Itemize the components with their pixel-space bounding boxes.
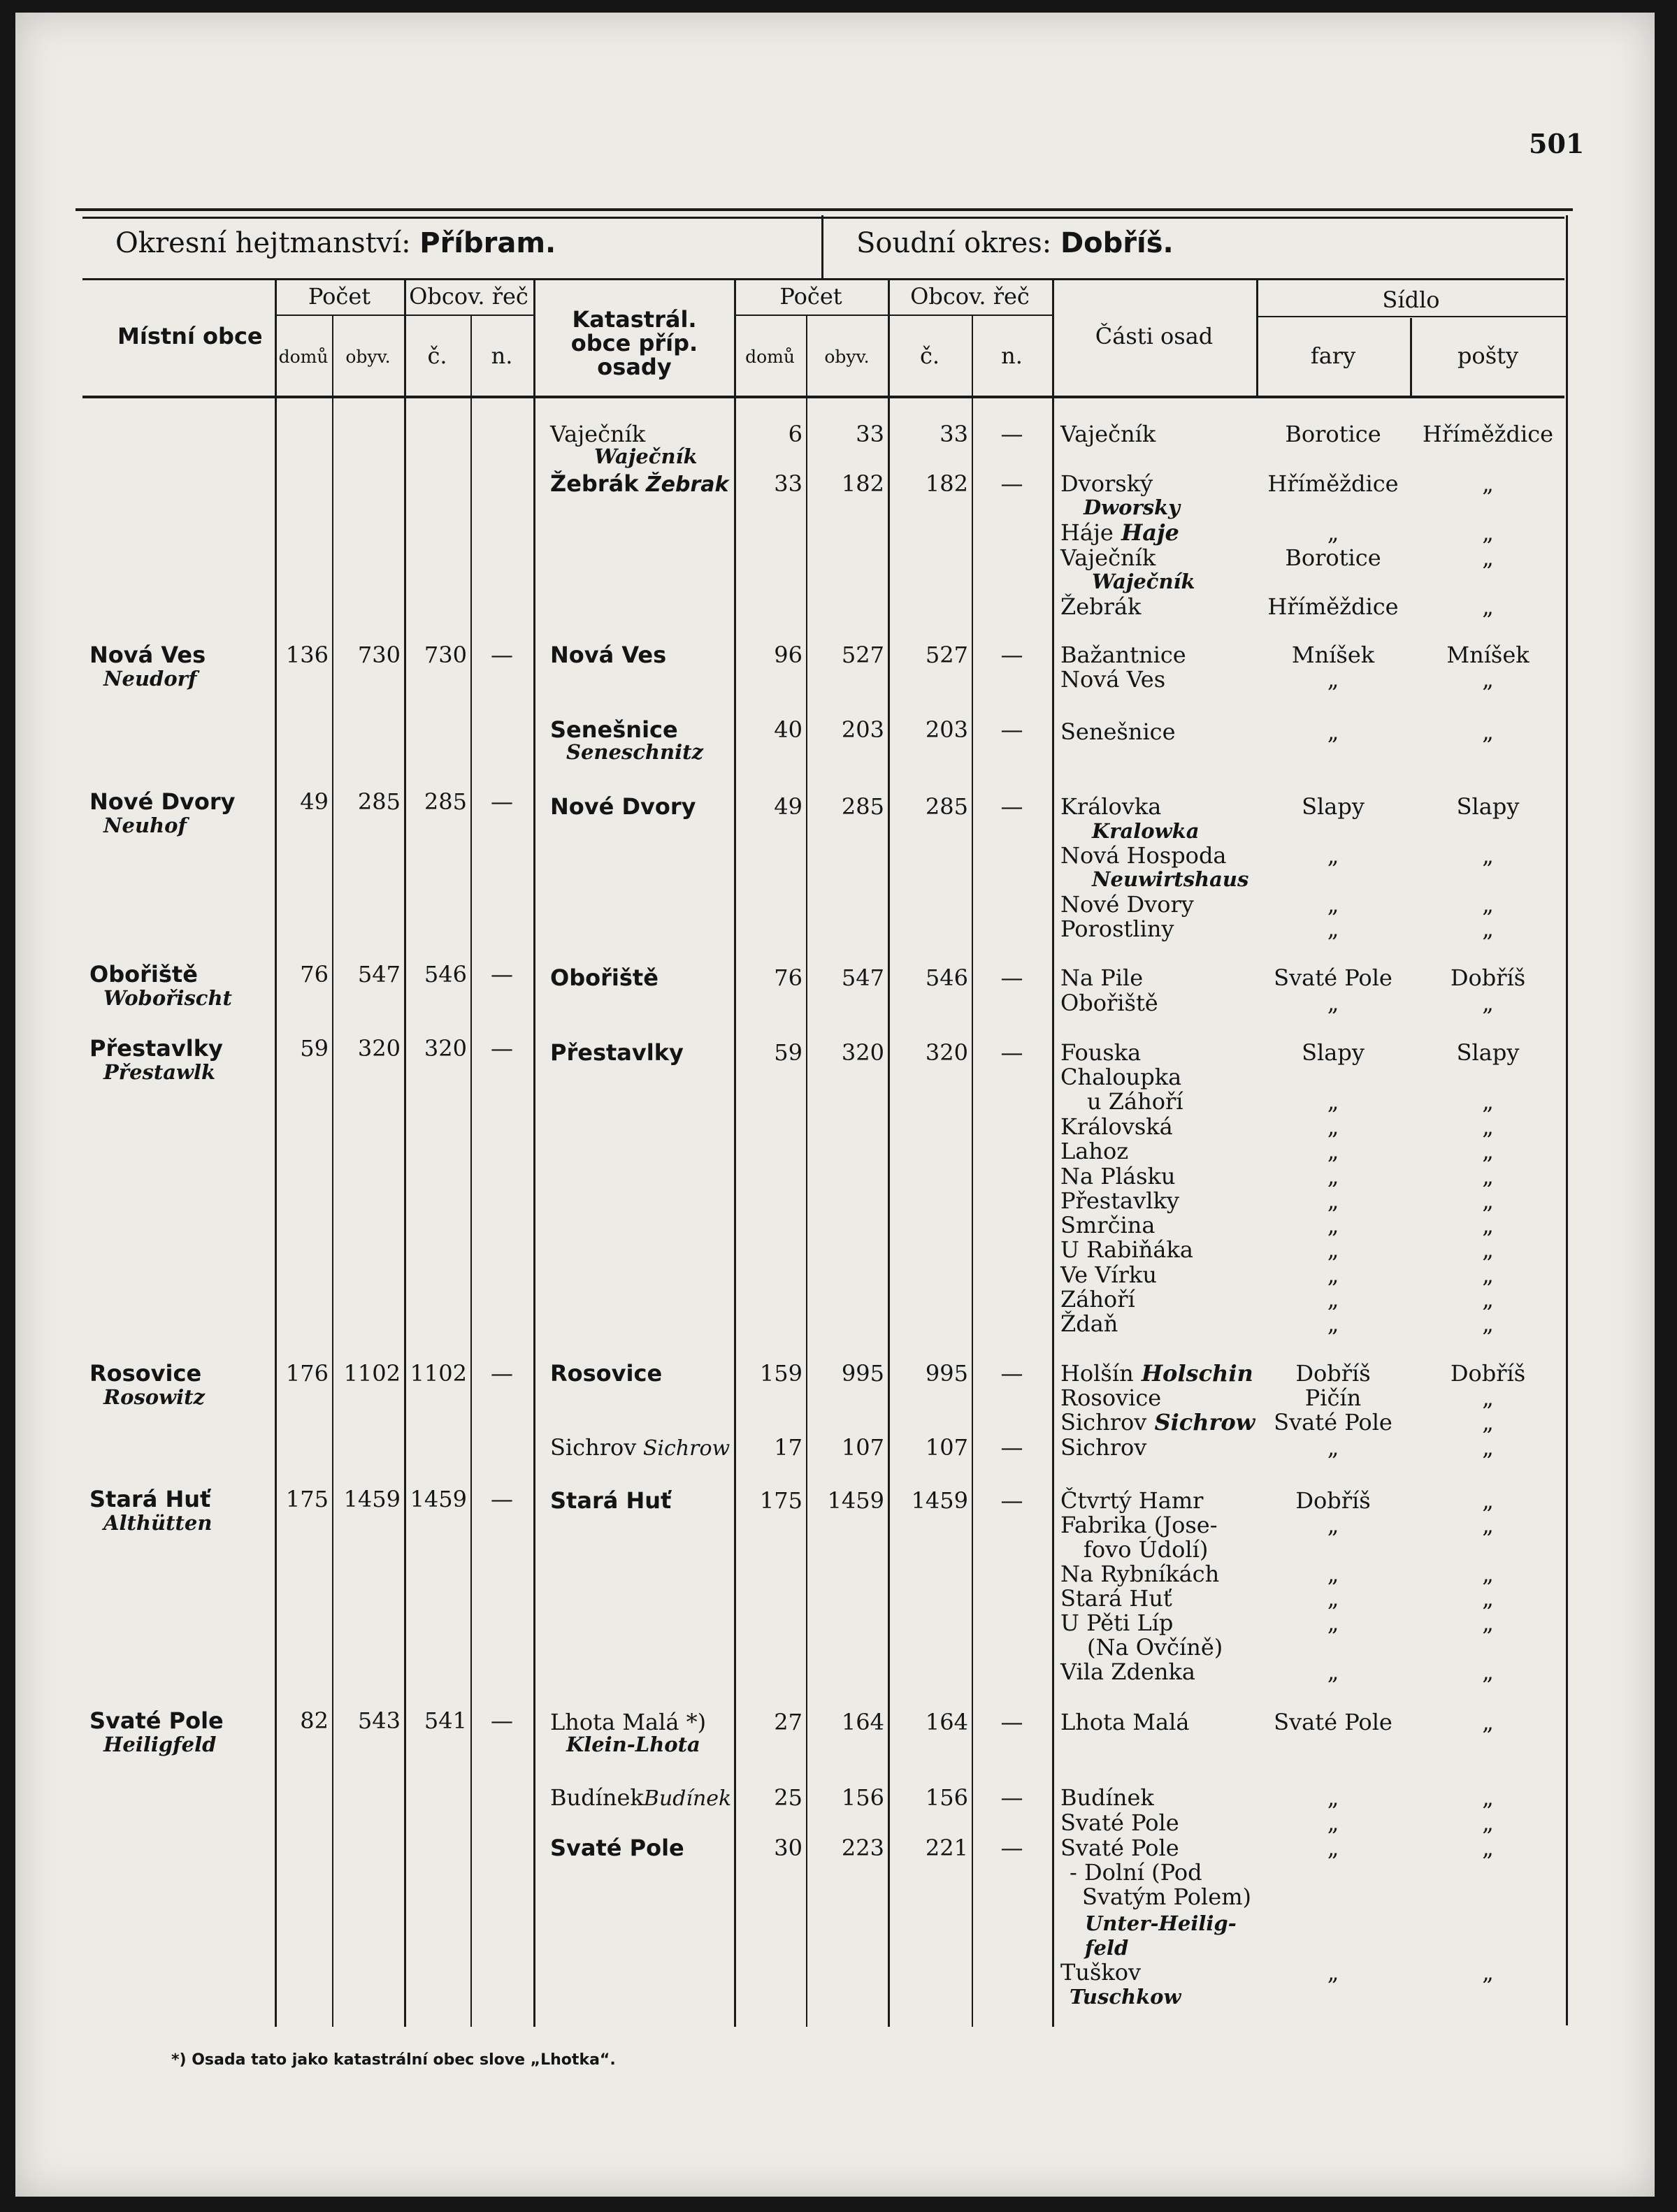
part-name: Královská <box>1060 1113 1173 1140</box>
cadastral-domu: 175 <box>759 1487 802 1514</box>
cadastral-name-de: Waječník <box>594 444 698 468</box>
municipality-name-de: Althütten <box>103 1511 213 1535</box>
part-name: Tuškov <box>1060 1959 1142 1986</box>
part-name: Holšín Holschin <box>1060 1360 1253 1387</box>
court-value: Dobříš. <box>1060 227 1174 259</box>
cadastral-domu: 40 <box>774 716 802 743</box>
part-name: Bažantnice <box>1060 642 1186 668</box>
cadastral-n: — <box>1000 1835 1023 1861</box>
cadastral-n: — <box>1000 1487 1023 1514</box>
cadastral-obyv: 527 <box>841 642 884 668</box>
subhdr-line <box>734 315 1052 316</box>
col-line <box>404 280 406 2027</box>
part-name-de: Sichrow <box>1146 1409 1255 1436</box>
part-name-de: feld <box>1085 1936 1129 1960</box>
cadastral-name: Senešnice <box>550 716 678 743</box>
part-name: fovo Údolí) <box>1084 1536 1209 1563</box>
parish-seat: „ <box>1327 1658 1339 1685</box>
municipality-obyv: 547 <box>357 961 401 988</box>
part-name: Vila Zdenka <box>1060 1658 1195 1685</box>
cadastral-n: — <box>1000 716 1023 743</box>
municipality-c: 546 <box>424 961 467 988</box>
cadastral-name: Nové Dvory <box>550 793 696 820</box>
cadastral-name: BudínekBudínek <box>550 1784 732 1811</box>
col-line <box>470 315 472 2027</box>
cadastral-obyv: 223 <box>841 1835 884 1861</box>
municipality-name: Svaté Pole <box>89 1707 224 1734</box>
parish-seat: „ <box>1327 1784 1339 1811</box>
parish-seat: Svaté Pole <box>1274 1709 1392 1735</box>
col-domu-2: domů <box>745 347 795 367</box>
municipality-c: 1459 <box>410 1486 467 1512</box>
court-label: Soudní okres: <box>856 227 1052 259</box>
part-name: Dvorský <box>1060 470 1153 497</box>
post-office: Dobříš <box>1450 1360 1526 1387</box>
municipality-obyv: 285 <box>357 788 401 815</box>
cadastral-name: Lhota Malá *) <box>550 1709 707 1735</box>
post-office: „ <box>1482 1262 1494 1288</box>
cadastral-name: Vaječník <box>550 421 646 447</box>
municipality-domu: 175 <box>285 1486 329 1512</box>
municipality-name-de: Neuhof <box>103 814 187 837</box>
cadastral-c: 285 <box>925 793 968 820</box>
cadastral-obyv: 107 <box>841 1434 884 1461</box>
cadastral-obyv: 995 <box>841 1360 884 1387</box>
part-name: Porostliny <box>1060 916 1174 942</box>
cadastral-c: 107 <box>925 1434 968 1461</box>
col-line <box>1052 280 1054 2027</box>
parish-seat: Svaté Pole <box>1274 964 1392 991</box>
parish-seat: „ <box>1327 1512 1339 1538</box>
post-office: „ <box>1482 1610 1494 1636</box>
post-office: „ <box>1482 1113 1494 1140</box>
municipality-domu: 59 <box>300 1035 329 1062</box>
part-name: Smrčina <box>1060 1212 1156 1238</box>
header-divider <box>82 278 1564 280</box>
post-office: Slapy <box>1456 1039 1520 1066</box>
municipality-n: — <box>491 1360 513 1387</box>
municipality-name: Nová Ves <box>89 642 206 668</box>
cadastral-n: — <box>1000 421 1023 447</box>
col-posty: pošty <box>1457 342 1519 369</box>
col-mistni-obce: Místní obce <box>117 323 263 349</box>
cadastral-domu: 59 <box>774 1039 802 1066</box>
part-name: - Dolní (Pod <box>1070 1859 1202 1886</box>
part-name: Žebrák <box>1060 593 1142 620</box>
part-name: Fouska <box>1060 1039 1142 1066</box>
cadastral-name: Obořiště <box>550 964 658 991</box>
col-n-2: n. <box>1001 342 1023 369</box>
cadastral-c: 320 <box>925 1039 968 1066</box>
post-office: „ <box>1482 1236 1494 1263</box>
parish-seat: „ <box>1327 1286 1339 1313</box>
municipality-n: — <box>491 1035 513 1062</box>
cadastral-c: 527 <box>925 642 968 668</box>
col-sidlo: Sídlo <box>1382 287 1440 313</box>
parish-seat: „ <box>1327 1163 1339 1190</box>
part-name: Rosovice <box>1060 1385 1162 1411</box>
cadastral-name: Přestavlky <box>550 1039 684 1066</box>
parish-seat: Borotice <box>1285 544 1381 571</box>
cadastral-c: 203 <box>925 716 968 743</box>
parish-seat: „ <box>1327 1138 1339 1164</box>
post-office: „ <box>1482 916 1494 942</box>
municipality-obyv: 543 <box>357 1707 401 1734</box>
municipality-name: Stará Huť <box>89 1486 211 1512</box>
parish-seat: „ <box>1327 916 1339 942</box>
post-office: „ <box>1482 1512 1494 1538</box>
post-office: „ <box>1482 1088 1494 1115</box>
post-office: „ <box>1482 519 1494 546</box>
cadastral-name-de: Seneschnitz <box>566 740 703 764</box>
post-office: „ <box>1482 470 1494 497</box>
col-obcov: Obcov. řeč <box>409 283 528 310</box>
part-name: Budínek <box>1060 1784 1154 1811</box>
parish-seat: „ <box>1327 1959 1339 1986</box>
parish-seat: „ <box>1327 891 1339 918</box>
part-name: Obořiště <box>1060 990 1158 1016</box>
post-office: Slapy <box>1456 793 1520 820</box>
parish-seat: Borotice <box>1285 421 1381 447</box>
right-border <box>1566 215 1568 2025</box>
part-name-de: Kralowka <box>1092 819 1200 843</box>
municipality-c: 1102 <box>410 1360 467 1387</box>
municipality-obyv: 1102 <box>343 1360 401 1387</box>
cadastral-obyv: 320 <box>841 1039 884 1066</box>
col-obcov-2: Obcov. řeč <box>910 283 1030 310</box>
municipality-obyv: 320 <box>357 1035 401 1062</box>
parish-seat: „ <box>1327 1088 1339 1115</box>
post-office: „ <box>1482 1187 1494 1214</box>
parish-seat: „ <box>1327 842 1339 869</box>
col-c-2: č. <box>919 342 940 369</box>
post-office: „ <box>1482 1434 1494 1461</box>
cadastral-n: — <box>1000 964 1023 991</box>
footnote: *) Osada tato jako katastrální obec slove „Lhotka“. <box>171 2051 616 2069</box>
cadastral-n: — <box>1000 1039 1023 1066</box>
part-name-de: Tuschkow <box>1070 1985 1181 2009</box>
top-rule <box>75 208 1573 211</box>
post-office: „ <box>1482 1835 1494 1861</box>
post-office: „ <box>1482 718 1494 745</box>
parish-seat: „ <box>1327 1585 1339 1612</box>
cadastral-c: 156 <box>925 1784 968 1811</box>
district-header <box>115 227 556 259</box>
post-office: „ <box>1482 1658 1494 1685</box>
part-name: Lhota Malá <box>1060 1709 1190 1735</box>
cadastral-name: Nová Ves <box>550 642 667 668</box>
post-office: „ <box>1482 1409 1494 1436</box>
part-name-de: Neuwirtshaus <box>1092 867 1249 891</box>
part-name: Na Plásku <box>1060 1163 1176 1190</box>
part-name: Fabrika (Jose- <box>1060 1512 1218 1538</box>
cadastral-domu: 33 <box>774 470 802 497</box>
cadastral-name-de: Žebrak <box>638 472 729 497</box>
cadastral-c: 33 <box>940 421 968 447</box>
top-rule-inner <box>82 217 1564 219</box>
cadastral-c: 182 <box>925 470 968 497</box>
cadastral-n: — <box>1000 793 1023 820</box>
parish-seat: Pičín <box>1304 1385 1362 1411</box>
post-office: „ <box>1482 1286 1494 1313</box>
post-office: „ <box>1482 544 1494 571</box>
part-name: Svaté Pole <box>1060 1835 1179 1861</box>
cadastral-name-de: Budínek <box>643 1786 732 1811</box>
parish-seat: „ <box>1327 718 1339 745</box>
post-office: „ <box>1482 1784 1494 1811</box>
part-name: Čtvrtý Hamr <box>1060 1487 1204 1514</box>
district-value: Příbram. <box>419 227 556 259</box>
municipality-domu: 49 <box>300 788 329 815</box>
col-domu: domů <box>278 347 329 367</box>
part-name: Přestavlky <box>1060 1187 1179 1214</box>
part-name: U Rabiňáka <box>1060 1236 1193 1263</box>
col-line <box>888 280 890 2027</box>
municipality-n: — <box>491 642 513 668</box>
post-office: „ <box>1482 1138 1494 1164</box>
part-name: Sichrov <box>1060 1434 1147 1461</box>
col-line <box>734 280 736 2027</box>
court-header <box>856 227 1174 259</box>
district-label: Okresní hejtmanství: <box>115 227 411 259</box>
col-line <box>533 280 535 2027</box>
subhdr-line <box>275 315 533 316</box>
part-name: Nová Ves <box>1060 666 1166 693</box>
municipality-name: Nové Dvory <box>89 788 236 815</box>
part-name: Ve Vírku <box>1060 1262 1157 1288</box>
column-header-rule <box>82 396 1564 398</box>
col-pocet-2: Počet <box>779 283 842 310</box>
col-n: n. <box>491 342 513 369</box>
cadastral-c: 164 <box>925 1709 968 1735</box>
municipality-name: Přestavlky <box>89 1035 223 1062</box>
part-name-de: Holschin <box>1133 1360 1253 1387</box>
parish-seat: „ <box>1327 1561 1339 1587</box>
municipality-n: — <box>491 961 513 988</box>
cadastral-n: — <box>1000 1709 1023 1735</box>
parish-seat: „ <box>1327 1310 1339 1337</box>
post-office: „ <box>1482 1310 1494 1337</box>
parish-seat: Dobříš <box>1295 1360 1371 1387</box>
part-name: Svaté Pole <box>1060 1809 1179 1836</box>
post-office: „ <box>1482 1212 1494 1238</box>
post-office: „ <box>1482 1163 1494 1190</box>
post-office: Dobříš <box>1450 964 1526 991</box>
parish-seat: „ <box>1327 1212 1339 1238</box>
municipality-domu: 136 <box>285 642 329 668</box>
municipality-n: — <box>491 788 513 815</box>
municipality-domu: 76 <box>300 961 329 988</box>
cadastral-domu: 159 <box>759 1360 802 1387</box>
cadastral-n: — <box>1000 1784 1023 1811</box>
cadastral-obyv: 164 <box>841 1709 884 1735</box>
parish-seat: Dobříš <box>1295 1487 1371 1514</box>
col-katastral: Katastrál. obce příp. osady <box>570 306 698 380</box>
cadastral-n: — <box>1000 642 1023 668</box>
cadastral-n: — <box>1000 1434 1023 1461</box>
post-office: „ <box>1482 1809 1494 1836</box>
part-name: Na Rybníkách <box>1060 1561 1220 1587</box>
cadastral-domu: 6 <box>788 421 802 447</box>
parish-seat: Slapy <box>1302 793 1365 820</box>
municipality-name-de: Heiligfeld <box>103 1733 217 1756</box>
parish-seat: „ <box>1327 1835 1339 1861</box>
part-name: Vaječník <box>1060 421 1156 447</box>
part-name: Ždaň <box>1060 1310 1118 1337</box>
post-office: „ <box>1482 1959 1494 1986</box>
post-office: „ <box>1482 1561 1494 1587</box>
cadastral-obyv: 1459 <box>827 1487 884 1514</box>
cadastral-domu: 76 <box>774 964 802 991</box>
part-name: Na Pile <box>1060 964 1144 991</box>
post-office: „ <box>1482 1709 1494 1735</box>
col-obyv: obyv. <box>345 347 391 367</box>
cadastral-c: 995 <box>925 1360 968 1387</box>
part-name: Senešnice <box>1060 718 1176 745</box>
cadastral-c: 221 <box>925 1835 968 1861</box>
cadastral-n: — <box>1000 470 1023 497</box>
part-name: (Na Ovčíně) <box>1087 1634 1223 1661</box>
cadastral-obyv: 182 <box>841 470 884 497</box>
col-c: č. <box>427 342 447 369</box>
municipality-c: 541 <box>424 1707 467 1734</box>
parish-seat: „ <box>1327 990 1339 1016</box>
municipality-obyv: 730 <box>357 642 401 668</box>
post-office: Mníšek <box>1446 642 1530 668</box>
post-office: „ <box>1482 1385 1494 1411</box>
cadastral-name: Rosovice <box>550 1360 663 1387</box>
cadastral-obyv: 33 <box>856 421 884 447</box>
parish-seat: „ <box>1327 1187 1339 1214</box>
post-office: „ <box>1482 593 1494 620</box>
post-office: „ <box>1482 666 1494 693</box>
cadastral-name: Svaté Pole <box>550 1835 684 1861</box>
municipality-obyv: 1459 <box>343 1486 401 1512</box>
part-name: Královka <box>1060 793 1162 820</box>
cadastral-name-de: Sichrow <box>636 1436 730 1461</box>
parish-seat: „ <box>1327 1434 1339 1461</box>
parish-seat: „ <box>1327 519 1339 546</box>
municipality-name-de: Neudorf <box>103 667 197 691</box>
cadastral-domu: 49 <box>774 793 802 820</box>
part-name: Chaloupka <box>1060 1064 1182 1090</box>
municipality-c: 730 <box>424 642 467 668</box>
part-name-de: Haje <box>1113 519 1179 546</box>
municipality-n: — <box>491 1707 513 1734</box>
parish-seat: „ <box>1327 1809 1339 1836</box>
cadastral-obyv: 156 <box>841 1784 884 1811</box>
post-office: „ <box>1482 842 1494 869</box>
cadastral-obyv: 285 <box>841 793 884 820</box>
post-office: „ <box>1482 1487 1494 1514</box>
part-name-de: Unter-Heilig- <box>1085 1911 1237 1935</box>
municipality-name-de: Wobořischt <box>103 986 232 1010</box>
part-name: Záhoří <box>1060 1286 1135 1313</box>
header-split <box>821 215 823 280</box>
col-line <box>972 315 973 2027</box>
municipality-name-de: Přestawlk <box>103 1060 216 1084</box>
cadastral-c: 1459 <box>911 1487 968 1514</box>
part-name-de: Dworsky <box>1084 496 1181 519</box>
col-casti-osad: Části osad <box>1095 323 1214 349</box>
part-name: Nová Hospoda <box>1060 842 1227 869</box>
part-name: U Pěti Líp <box>1060 1610 1174 1636</box>
cadastral-obyv: 547 <box>841 964 884 991</box>
part-name: Nové Dvory <box>1060 891 1194 918</box>
cadastral-obyv: 203 <box>841 716 884 743</box>
municipality-c: 285 <box>424 788 467 815</box>
cadastral-domu: 30 <box>774 1835 802 1861</box>
col-fary: fary <box>1310 342 1356 369</box>
parish-seat: Hříměždice <box>1267 593 1399 620</box>
cadastral-name: Sichrov Sichrow <box>550 1434 730 1461</box>
col-pocet: Počet <box>308 283 371 310</box>
cadastral-domu: 27 <box>774 1709 802 1735</box>
post-office: „ <box>1482 891 1494 918</box>
cadastral-domu: 17 <box>774 1434 802 1461</box>
part-name: Stará Huť <box>1060 1585 1172 1612</box>
page-number: 501 <box>1529 128 1585 159</box>
cadastral-domu: 96 <box>774 642 802 668</box>
col-obyv-2: obyv. <box>824 347 870 367</box>
parish-seat: Svaté Pole <box>1274 1409 1392 1436</box>
post-office: „ <box>1482 990 1494 1016</box>
cadastral-name-de: Klein-Lhota <box>566 1733 700 1756</box>
municipality-n: — <box>491 1486 513 1512</box>
municipality-name: Rosovice <box>89 1360 202 1387</box>
parish-seat: Slapy <box>1302 1039 1365 1066</box>
parish-seat: „ <box>1327 1262 1339 1288</box>
col-line <box>275 280 277 2027</box>
part-name: Svatým Polem) <box>1082 1884 1252 1910</box>
parish-seat: „ <box>1327 1610 1339 1636</box>
cadastral-c: 546 <box>925 964 968 991</box>
post-office: „ <box>1482 1585 1494 1612</box>
post-office: Hříměždice <box>1422 421 1554 447</box>
cadastral-n: — <box>1000 1360 1023 1387</box>
part-name: u Záhoří <box>1087 1088 1183 1115</box>
part-name: Sichrov Sichrow <box>1060 1409 1255 1436</box>
parish-seat: „ <box>1327 666 1339 693</box>
parish-seat: Mníšek <box>1291 642 1375 668</box>
part-name-de: Waječník <box>1092 570 1195 593</box>
cadastral-name: Žebrák Žebrak <box>550 470 729 497</box>
municipality-name-de: Rosowitz <box>103 1385 205 1409</box>
part-name: Vaječník <box>1060 544 1156 571</box>
part-name: Lahoz <box>1060 1138 1129 1164</box>
subhdr-line <box>1256 316 1566 317</box>
parish-seat: „ <box>1327 1236 1339 1263</box>
cadastral-name: Stará Huť <box>550 1487 672 1514</box>
municipality-domu: 82 <box>300 1707 329 1734</box>
cadastral-domu: 25 <box>774 1784 802 1811</box>
municipality-domu: 176 <box>285 1360 329 1387</box>
part-name: Háje Haje <box>1060 519 1179 546</box>
parish-seat: Hříměždice <box>1267 470 1399 497</box>
municipality-c: 320 <box>424 1035 467 1062</box>
parish-seat: „ <box>1327 1113 1339 1140</box>
col-line <box>332 315 333 2027</box>
col-line <box>806 315 807 2027</box>
municipality-name: Obořiště <box>89 961 198 988</box>
